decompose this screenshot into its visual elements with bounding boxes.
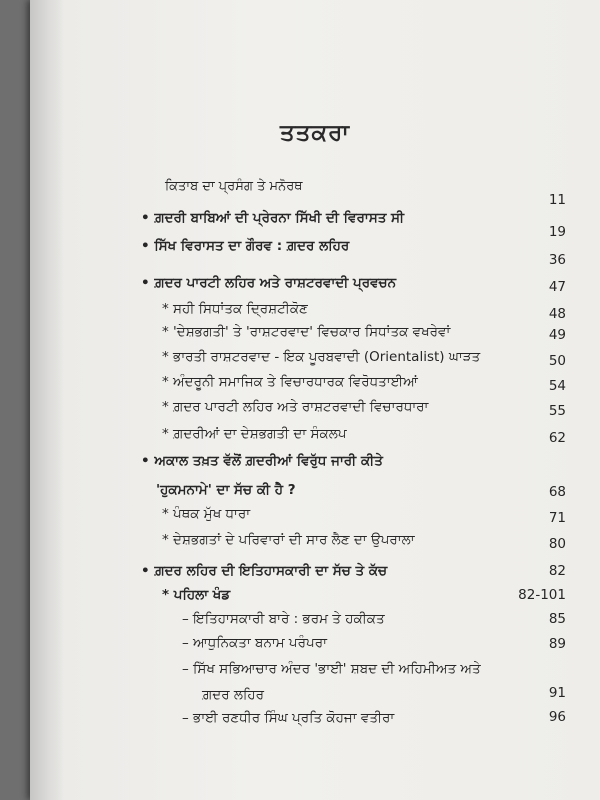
toc-entry: • ਗ਼ਦਰੀ ਬਾਬਿਆਂ ਦੀ ਪ੍ਰੇਰਨਾ ਸਿੱਖੀ ਦੀ ਵਿਰਾਸਤ ਸੀ xyxy=(141,210,405,226)
toc-page-number: 55 xyxy=(548,403,566,419)
toc-page-number: 49 xyxy=(548,327,566,343)
toc-page-number: 36 xyxy=(548,252,566,268)
toc-entry: * ਪੰਥਕ ਮੁੱਖ ਧਾਰਾ xyxy=(162,506,251,522)
toc-page-number: 91 xyxy=(548,685,566,701)
toc-entry: • ਗ਼ਦਰ ਲਹਿਰ ਦੀ ਇਤਿਹਾਸਕਾਰੀ ਦਾ ਸੱਚ ਤੇ ਕੱਚ xyxy=(141,563,388,579)
toc-entry: * ਗ਼ਦਰੀਆਂ ਦਾ ਦੇਸ਼ਭਗਤੀ ਦਾ ਸੰਕਲਪ xyxy=(162,426,347,442)
toc-page-number: 54 xyxy=(548,378,566,394)
toc-entry: – ਸਿੱਖ ਸਭਿਆਚਾਰ ਅੰਦਰ 'ਭਾਈ' ਸ਼ਬਦ ਦੀ ਅਹਿਮੀਅਤ ਅਤੇ xyxy=(182,661,481,677)
toc-page-number: 11 xyxy=(548,192,566,208)
toc-entry: • ਸਿੱਖ ਵਿਰਾਸਤ ਦਾ ਗੌਰਵ : ਗ਼ਦਰ ਲਹਿਰ xyxy=(141,238,350,254)
toc-entry: 'ਹੁਕਮਨਾਮੇ' ਦਾ ਸੱਚ ਕੀ ਹੈ ? xyxy=(156,482,296,498)
toc-entry: ਗ਼ਦਰ ਲਹਿਰ xyxy=(202,687,265,703)
toc-page-number: 82 xyxy=(548,563,566,579)
toc-entry: – ਆਧੁਨਿਕਤਾ ਬਨਾਮ ਪਰੰਪਰਾ xyxy=(182,635,327,651)
toc-page-number: 96 xyxy=(548,709,566,725)
toc-page-number: 62 xyxy=(548,430,566,446)
toc-entry: * ਦੇਸ਼ਭਗਤਾਂ ਦੇ ਪਰਿਵਾਰਾਂ ਦੀ ਸਾਰ ਲੈਣ ਦਾ ਉਪਰਾਲਾ xyxy=(162,532,415,548)
toc-entry: * ਭਾਰਤੀ ਰਾਸ਼ਟਰਵਾਦ - ਇਕ ਪੂਰਬਵਾਦੀ (Orientalist) ਘਾੜਤ xyxy=(162,349,481,365)
toc-entry: ਕਿਤਾਬ ਦਾ ਪ੍ਰਸੰਗ ਤੇ ਮਨੋਰਥ xyxy=(165,179,303,194)
toc-entry: – ਇਤਿਹਾਸਕਾਰੀ ਬਾਰੇ : ਭਰਮ ਤੇ ਹਕੀਕਤ xyxy=(182,611,385,627)
toc-page-number: 71 xyxy=(548,510,566,526)
toc-entry: * ਸਹੀ ਸਿਧਾਂਤਕ ਦ੍ਰਿਸ਼ਟੀਕੋਣ xyxy=(162,301,308,317)
toc-page-number: 85 xyxy=(548,611,566,627)
toc-page-number: 50 xyxy=(548,353,566,369)
toc-entry: * ਗ਼ਦਰ ਪਾਰਟੀ ਲਹਿਰ ਅਤੇ ਰਾਸ਼ਟਰਵਾਦੀ ਵਿਚਾਰਧਾਰਾ xyxy=(162,399,429,415)
page-title: ਤਤਕਰਾ xyxy=(280,120,350,146)
toc-page-number: 82-101 xyxy=(518,587,566,603)
toc-entry: • ਗ਼ਦਰ ਪਾਰਟੀ ਲਹਿਰ ਅਤੇ ਰਾਸ਼ਟਰਵਾਦੀ ਪ੍ਰਵਚਨ xyxy=(141,275,397,291)
toc-entry: • ਅਕਾਲ ਤਖ਼ਤ ਵੱਲੋਂ ਗ਼ਦਰੀਆਂ ਵਿਰੁੱਧ ਜਾਰੀ ਕੀਤੇ xyxy=(141,453,383,469)
toc-entry: – ਭਾਈ ਰਣਧੀਰ ਸਿੰਘ ਪ੍ਰਤਿ ਕੋਹਜਾ ਵਤੀਰਾ xyxy=(182,710,395,726)
toc-page-number: 68 xyxy=(548,484,566,500)
toc-page-number: 48 xyxy=(548,306,566,322)
toc-page-number: 89 xyxy=(548,636,566,652)
book-page xyxy=(30,0,600,800)
toc-page-number: 80 xyxy=(548,536,566,552)
toc-entry: * 'ਦੇਸ਼ਭਗਤੀ' ਤੇ 'ਰਾਸ਼ਟਰਵਾਦ' ਵਿਚਕਾਰ ਸਿਧਾਂਤਕ ਵਖਰੇਵਾਂ xyxy=(162,324,451,340)
toc-entry: * ਪਹਿਲਾ ਖੰਡ xyxy=(162,587,231,603)
toc-page-number: 47 xyxy=(548,279,566,295)
toc-entry: * ਅੰਦਰੂਨੀ ਸਮਾਜਿਕ ਤੇ ਵਿਚਾਰਧਾਰਕ ਵਿਰੋਧਤਾਈਆਂ xyxy=(162,374,418,390)
toc-page-number: 19 xyxy=(548,224,566,240)
